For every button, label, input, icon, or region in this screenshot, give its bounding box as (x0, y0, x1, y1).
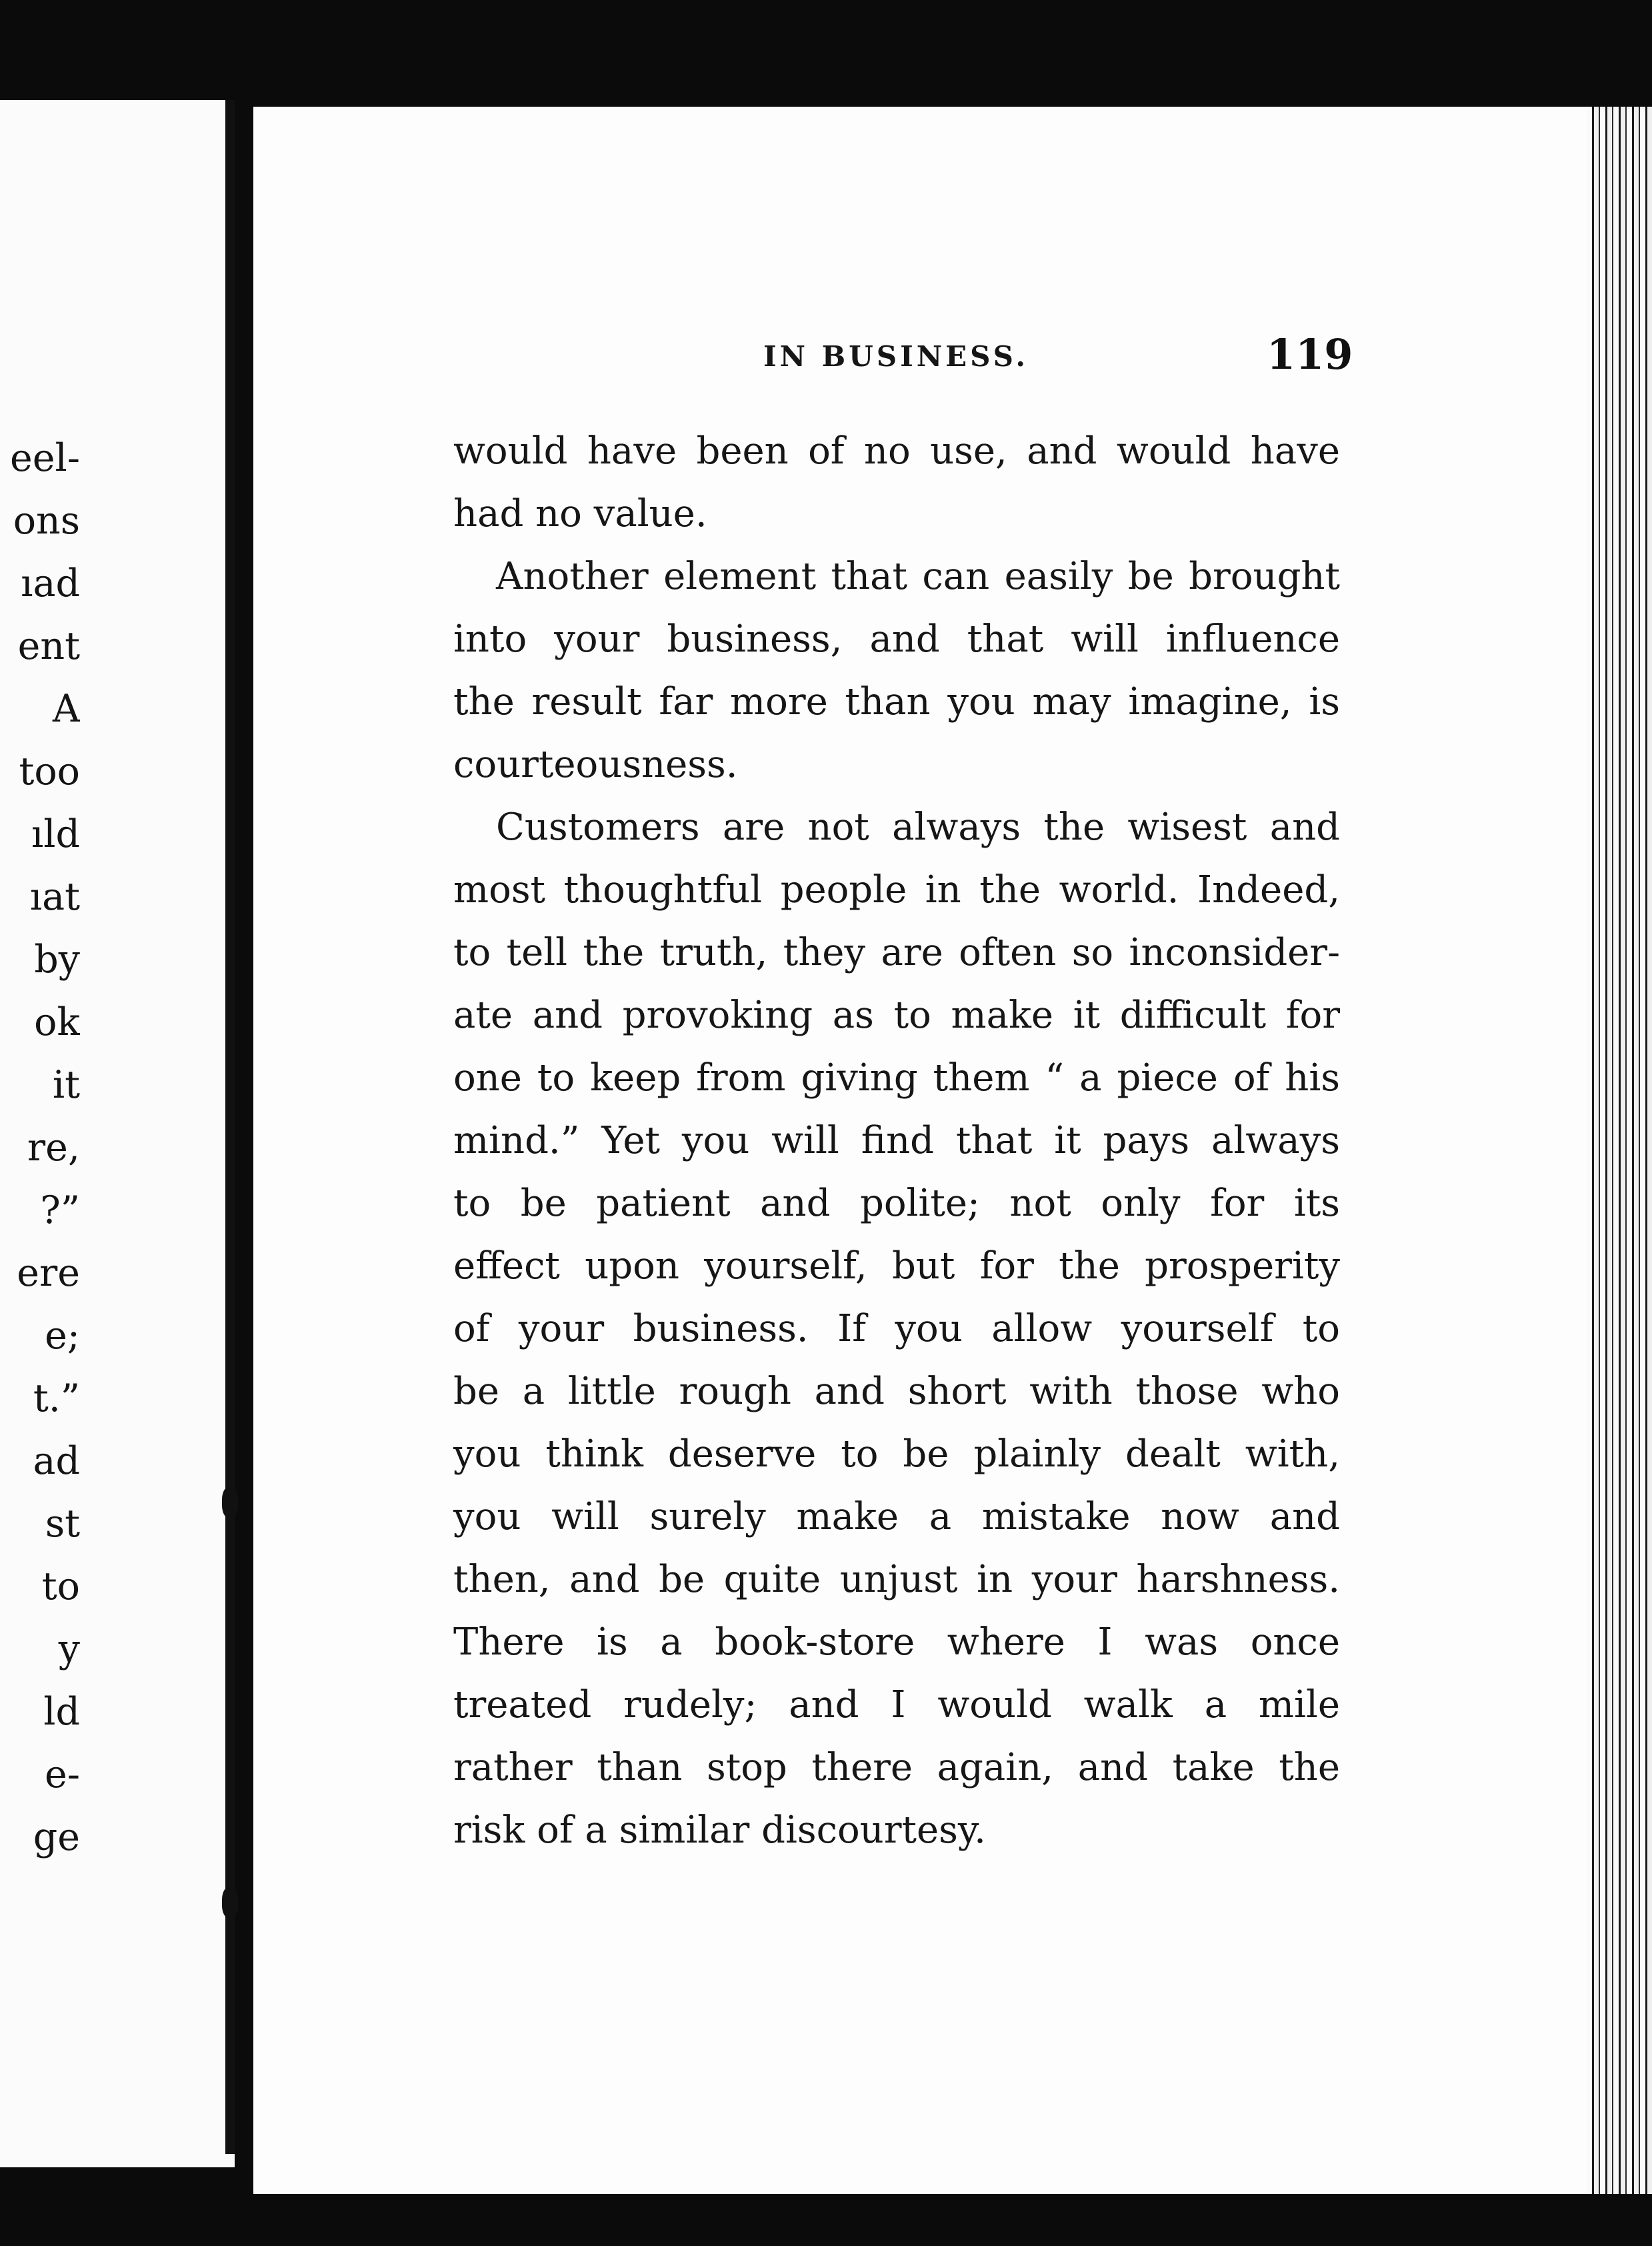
left-line: A (52, 687, 80, 731)
left-line: by (34, 938, 80, 982)
left-line: ent (17, 624, 80, 668)
left-line: ere (17, 1251, 80, 1295)
page-number: 119 (1267, 330, 1353, 379)
binding-mark (222, 1487, 238, 1518)
left-line: st (45, 1502, 80, 1546)
left-line: ıld (31, 812, 80, 856)
left-line: eel- (10, 436, 80, 480)
text-line: to be patient and polite; not only for its (453, 1182, 1340, 1225)
left-line: ad (33, 1439, 80, 1483)
text-line: risk of a similar discourtesy. (453, 1809, 986, 1852)
text-line: be a little rough and short with those who (453, 1370, 1340, 1413)
text-line: into your business, and that will influence (453, 618, 1340, 661)
page-stack-edge (1587, 107, 1652, 2201)
bottom-scan-border (253, 2194, 1652, 2246)
text-line: Customers are not always the wisest and (496, 806, 1340, 849)
text-line: mind.” Yet you will find that it pays always (453, 1119, 1340, 1162)
left-line: ons (13, 499, 80, 543)
text-line: then, and be quite unjust in your harshness. (453, 1558, 1340, 1601)
text-line: treated rudely; and I would walk a mile (453, 1683, 1340, 1727)
text-line: you think deserve to be plainly dealt with, (453, 1432, 1340, 1476)
text-line: most thoughtful people in the world. Indeed, (453, 868, 1340, 912)
left-line: ıad (21, 562, 80, 606)
left-line: e; (45, 1314, 80, 1358)
left-line: e- (45, 1753, 80, 1797)
text-line: had no value. (453, 492, 707, 535)
left-line: ge (33, 1815, 80, 1859)
left-line: y (58, 1627, 80, 1671)
left-line: t.” (33, 1376, 80, 1420)
text-line: of your business. If you allow yourself to (453, 1307, 1340, 1350)
running-head: IN BUSINESS. (763, 340, 1029, 373)
book-gutter (225, 100, 235, 2154)
text-line: Another element that can easily be brought (496, 555, 1340, 598)
text-line: rather than stop there again, and take the (453, 1746, 1340, 1789)
text-line: to tell the truth, they are often so inconsider- (453, 931, 1340, 974)
left-line: ld (43, 1690, 80, 1734)
left-page-text-fragments (0, 427, 80, 1869)
text-line: you will surely make a mistake now and (453, 1495, 1340, 1538)
left-line: too (19, 750, 80, 794)
text-line: courteousness. (453, 743, 738, 786)
left-line: re, (27, 1126, 80, 1170)
left-line: to (41, 1564, 80, 1608)
text-line: ate and provoking as to make it difficult for (453, 994, 1340, 1037)
left-line: ?” (40, 1188, 80, 1232)
text-line: would have been of no use, and would have (453, 429, 1340, 473)
text-line: the result far more than you may imagine, is (453, 680, 1340, 724)
page-body-text (453, 420, 1340, 1862)
left-line: it (52, 1063, 80, 1107)
binding-mark (222, 1887, 238, 1918)
text-line: one to keep from giving them “ a piece of his (453, 1056, 1340, 1100)
left-line: ıat (29, 875, 80, 919)
text-line: effect upon yourself, but for the prosperity (453, 1244, 1340, 1288)
left-line: ok (34, 1000, 80, 1044)
text-line: There is a book-store where I was once (453, 1620, 1340, 1664)
